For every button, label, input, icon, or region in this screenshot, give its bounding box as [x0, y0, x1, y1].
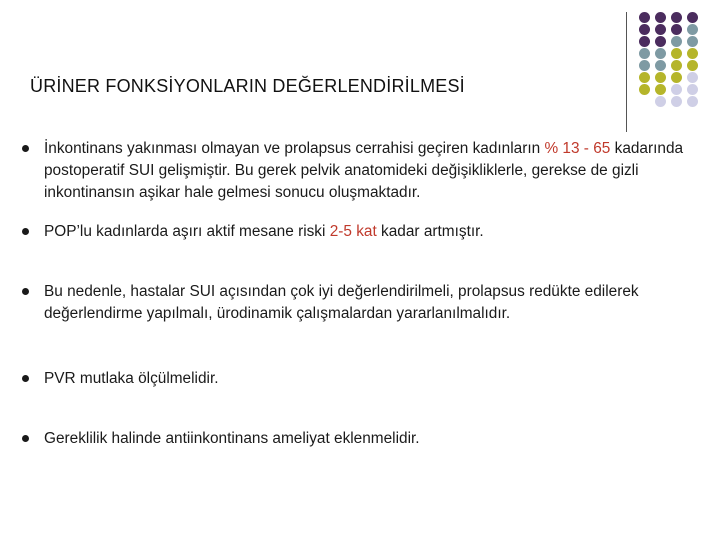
decorative-dot — [639, 60, 650, 71]
bullet-text-pre: Gereklilik halinde antiinkontinans ameliyat eklenmelidir. — [44, 430, 420, 447]
decorative-dot — [671, 96, 682, 107]
decorative-dot — [655, 84, 666, 95]
decorative-dot — [655, 36, 666, 47]
decorative-dot — [655, 96, 666, 107]
decorative-dot — [655, 12, 666, 23]
decorative-dot — [639, 36, 650, 47]
bullet-dot-icon — [22, 145, 29, 152]
bullet-dot-icon — [22, 288, 29, 295]
bullet-text-post: kadarında postoperatif SUI gelişmiştir. Bu gerek pelvik anatomideki değişikliklerle, gerekse de gizli inkontinansın aşikar hale gelmesi sonucu oluşmaktadır. — [44, 140, 684, 201]
decorative-dot — [671, 72, 682, 83]
decorative-dot — [671, 36, 682, 47]
bullet-text — [44, 428, 710, 450]
decorative-dot — [687, 72, 698, 83]
bullet-dot-icon — [22, 435, 29, 442]
bullet-text — [44, 368, 710, 390]
bullet-text — [44, 138, 710, 204]
decorative-dot — [639, 48, 650, 59]
bullet-text — [44, 221, 710, 243]
decorative-dot — [639, 72, 650, 83]
decorative-dot — [639, 84, 650, 95]
decorative-dot — [655, 48, 666, 59]
decorative-dot — [671, 84, 682, 95]
bullet-text — [44, 281, 710, 325]
decorative-dot — [671, 24, 682, 35]
decorative-dot — [655, 72, 666, 83]
decorative-dot — [687, 84, 698, 95]
decorative-dot — [687, 96, 698, 107]
slide-title: ÜRİNER FONKSİYONLARIN DEĞERLENDİRİLMESİ — [30, 76, 465, 96]
decorative-dot — [655, 24, 666, 35]
decorative-dot — [687, 12, 698, 23]
bullet-dot-icon — [22, 375, 29, 382]
bullet-text-post: kadar artmıştır. — [376, 223, 484, 240]
decorative-dot-grid — [639, 12, 719, 112]
decorative-dot — [687, 60, 698, 71]
decorative-dot — [687, 48, 698, 59]
decorative-dot — [671, 60, 682, 71]
bullet-text-pre: PVR mutlaka ölçülmelidir. — [44, 370, 219, 387]
decorative-dot — [671, 12, 682, 23]
bullet-text-pre: POP’lu kadınlarda aşırı aktif mesane riski — [44, 223, 330, 240]
bullet-highlight: 2-5 kat — [329, 223, 377, 240]
decorative-dot — [639, 24, 650, 35]
bullet-text-pre: İnkontinans yakınması olmayan ve prolapsus cerrahisi geçiren kadınların — [44, 140, 545, 157]
decorative-dot — [639, 12, 650, 23]
decorative-dot — [671, 48, 682, 59]
decorative-divider — [626, 12, 627, 132]
bullet-dot-icon — [22, 228, 29, 235]
decorative-dot — [687, 24, 698, 35]
decorative-dot — [655, 60, 666, 71]
bullet-text-pre: Bu nedenle, hastalar SUI açısından çok iyi değerlendirilmeli, prolapsus redükte edilerek değerlendirme yapılmalı, ürodinamik çalışmalardan yararlanılmalıdır. — [44, 283, 639, 322]
decorative-dot — [687, 36, 698, 47]
bullet-highlight: % 13 - 65 — [544, 140, 611, 157]
